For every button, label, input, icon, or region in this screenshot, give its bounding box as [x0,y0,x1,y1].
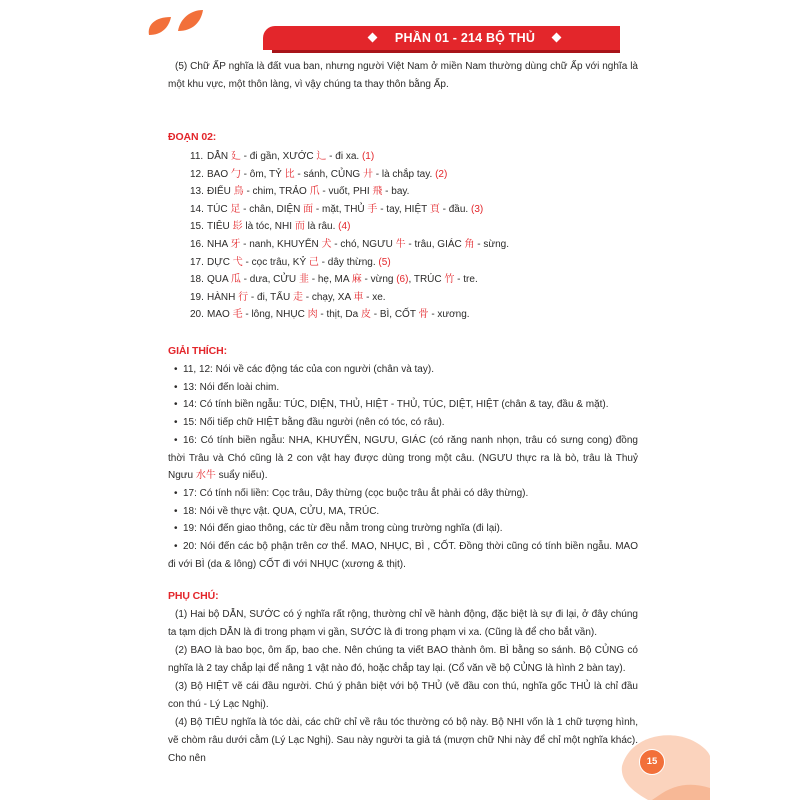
han-character: 而 [294,221,305,233]
text-segment: 19: Nói đến giao thông, các từ đều nằm trong cùng trường nghĩa (đi lại). [183,523,503,535]
text-segment: - đầu. [439,203,471,215]
text-segment: - sừng. [474,238,509,250]
han-character: 面 [303,203,314,215]
text-segment: - đi xa. [326,151,362,162]
item-number: 17. [190,256,204,268]
radical-item [190,306,630,324]
text-segment: BAO [207,168,231,180]
text-segment: - là chắp tay. [372,168,436,180]
item-number: 16. [190,238,204,250]
section-heading-doan: ĐOẠN 02: [168,131,217,143]
radical-item [190,201,630,219]
text-segment: 20: Nói đến các bộ phận trên cơ thể. MAO, NHỤC, BÌ , CỐT. Đồng thời cũng có tính biền ngẫu. MAO đi với BÌ (da & lông) CỐT đi với NHỤC (xương & thịt). [168,541,638,570]
explanation-item [168,396,638,414]
text-segment: - BÌ, CỐT [370,309,419,321]
text-segment: - chim, TRẢO [243,186,310,198]
han-character: 瓜 [230,274,241,286]
text-segment: QUA [207,274,231,286]
footnote-item: (3) Bộ HIỆT vẽ cái đầu người. Chú ý phân biệt với bộ THỦ (vẽ đầu con thú, nghĩa gốc THỦ là chỉ đầu con thú - Lý Lạc Nghị). [168,681,638,710]
item-number: 20. [190,309,204,321]
han-character: 爪 [309,186,320,198]
text-segment: HÀNH [207,291,239,303]
radical-list [190,148,630,324]
item-number: 13. [190,186,204,198]
diamond-ornament-icon [368,33,378,43]
footnote-ref: (2) [435,168,448,180]
explanation-item [168,485,638,503]
text-segment: - chạy, XA [302,291,354,303]
text-segment: là tóc, NHI [242,221,295,233]
text-segment: MAO [207,309,233,321]
radical-item [190,183,630,201]
text-segment: - nanh, KHUYỂN [240,238,322,250]
explanation-list [168,361,638,573]
text-segment: - dưa, CỬU [240,274,299,286]
footnote-ref: (6) [396,274,409,286]
han-character: 毛 [232,309,243,321]
petal-ornament-icon [140,4,212,44]
text-segment: - chân, DIỆN [240,203,304,215]
text-segment: - chó, NGƯU [331,238,396,250]
footnote-item: (1) Hai bộ DẪN, SƯỚC có ý nghĩa rất rộng, thường chỉ về hành động, đặc biệt là sự đi lại, ở đây chúng ta tạm dịch DẪN là đi trong phạm vi gần, SƯỚC là đi trong phạm vi xa. (Cũng là để cho bắt vần). [168,609,638,638]
text-segment: - mặt, THỦ [313,203,368,215]
han-character: 犬 [321,238,332,250]
han-character: 皮 [360,309,371,321]
text-segment: - cọc trâu, KỶ [242,256,309,268]
text-segment: TIÊU [207,221,233,233]
text-segment: 18: Nói về thực vật. QUA, CỬU, MA, TRÚC. [183,505,380,517]
text-segment: - đi gần, XƯỚC [240,151,317,162]
text-segment: - tre. [454,274,478,286]
radical-item [190,271,630,289]
text-segment: 16: Có tính biền ngẫu: NHA, KHUYỂN, NGƯU, GIÁC (có răng nanh nhọn, trâu có sưng cong) đồng thời Trâu và Chó cũng là 2 con vật hay được dùng trong một câu. (NGƯU thực ra là bò, trâu là Thuỷ Ngưu [168,434,638,482]
text-segment: - vuốt, PHI [319,186,373,198]
diamond-ornament-icon [552,33,562,43]
text-segment: - trâu, GIÁC [405,238,465,250]
section-banner [263,26,620,50]
text-segment: TÚC [207,203,231,215]
text-segment: DỰC [207,256,233,268]
text-segment: 17: Có tính nối liền: Cọc trâu, Dây thừng (cọc buộc trâu ắt phải có dây thừng). [183,487,529,499]
han-character: 勹 [230,168,241,180]
footnote-item: (4) Bộ TIÊU nghĩa là tóc dài, các chữ chỉ về râu tóc thường có bộ này. Bộ NHI vốn là 1 chữ tượng hình, vẽ chòm râu dưới cằm (Lý Lạc Nghị). Sau này người ta giả tá (mượn chữ Nhi này để chỉ một nghĩa khác). Cho nên [168,717,638,764]
item-number: 14. [190,203,204,215]
text-segment: - sánh, CỦNG [294,168,363,180]
footnote-ref: (1) [361,151,375,162]
han-character: 髟 [232,221,243,233]
han-character: 水牛 [195,470,216,482]
text-segment: - hẹ, MA [308,274,352,286]
banner-title: PHẦN 01 - 214 BỘ THỦ [394,31,536,45]
text-segment: - xương. [428,309,470,321]
text-segment: - ôm, TỶ [240,168,285,180]
footnote-list [168,606,638,768]
item-number: 18. [190,274,204,286]
item-number: 11. [190,151,204,162]
han-character: 行 [238,291,249,303]
han-character: 角 [464,238,475,250]
text-segment: ĐIỂU [207,186,234,198]
item-number: 19. [190,291,204,303]
explanation-item [168,520,638,538]
text-segment: 13: Nói đến loài chim. [183,381,280,393]
explanation-item [168,538,638,573]
han-character: 足 [230,203,241,215]
han-character: 牙 [230,238,241,250]
text-segment: 14: Có tính biền ngẫu: TÚC, DIỆN, THỦ, HIỆT - THỦ, TÚC, DIỆT, HIỆT (chân & tay, đầu & mặt). [183,399,609,411]
text-segment: - đi, TẨU [248,291,293,303]
han-character: 飛 [372,186,383,198]
text-segment: - vừng [361,274,397,286]
han-character: 辶 [316,151,327,162]
han-character: 肉 [307,309,318,321]
radical-item [190,166,630,184]
han-character: 廴 [230,151,241,162]
han-character: 骨 [418,309,429,321]
footnote-ref: (4) [338,221,351,233]
section-heading-phu-chu: PHỤ CHÚ: [168,590,219,602]
han-character: 牛 [395,238,406,250]
radical-item [190,218,630,236]
explanation-item [168,432,638,485]
han-character: 鳥 [233,186,244,198]
item-number: 15. [190,221,204,233]
footnote-item: (2) BAO là bao bọc, ôm ấp, bao che. Nên chúng ta viết BAO thành ôm. BÌ bằng so sánh. Bộ CỦNG có nghĩa là 2 tay chắp lại để nâng 1 vật nào đó, hoặc chắp tay lại. (Cổ văn về bộ CỦNG là hình 2 bàn tay). [168,645,638,674]
page-number: 15 [639,749,665,775]
text-segment: - dây thừng. [318,256,379,268]
han-character: 比 [284,168,295,180]
han-character: 己 [308,256,319,268]
text-segment: - tay, HIỆT [377,203,430,215]
text-segment: - bay. [382,186,410,198]
text-segment: 15: Nối tiếp chữ HIỆT bằng đầu người (nên có tóc, có râu). [183,417,445,429]
intro-note: (5) Chữ ẤP nghĩa là đất vua ban, nhưng người Việt Nam ở miền Nam thường dùng chữ Ấp với nghĩa là một khu vực, một thôn làng, vì vậy chúng ta thay thôn bằng Ấp. [168,61,638,90]
radical-item [190,148,630,166]
han-character: 廾 [362,168,373,180]
banner-shadow [272,50,620,53]
han-character: 韭 [298,274,309,286]
text-segment: NHA [207,238,231,250]
han-character: 車 [353,291,364,303]
text-segment: 11, 12: Nói về các động tác của con người (chân và tay). [183,364,434,375]
explanation-item [168,414,638,432]
radical-item [190,236,630,254]
section-heading-giai-thich: GIẢI THÍCH: [168,345,227,357]
footnote-ref: (5) [378,256,391,268]
han-character: 麻 [351,274,362,286]
radical-item [190,289,630,307]
radical-item [190,254,630,272]
text-segment: - xe. [363,291,386,303]
explanation-item [168,379,638,397]
text-segment: là râu. [304,221,339,233]
han-character: 走 [292,291,303,303]
item-number: 12. [190,168,204,180]
text-segment: - lông, NHỤC [242,309,308,321]
han-character: 竹 [444,274,455,286]
han-character: 手 [367,203,378,215]
han-character: 頁 [429,203,440,215]
text-segment: - thịt, Da [317,309,361,321]
explanation-item [168,503,638,521]
text-segment: DẪN [207,151,231,162]
explanation-item [168,361,638,379]
text-segment: suẩy niếu). [215,470,268,482]
text-segment: , TRÚC [408,274,445,286]
han-character: 弋 [232,256,243,268]
footnote-ref: (3) [470,203,484,215]
